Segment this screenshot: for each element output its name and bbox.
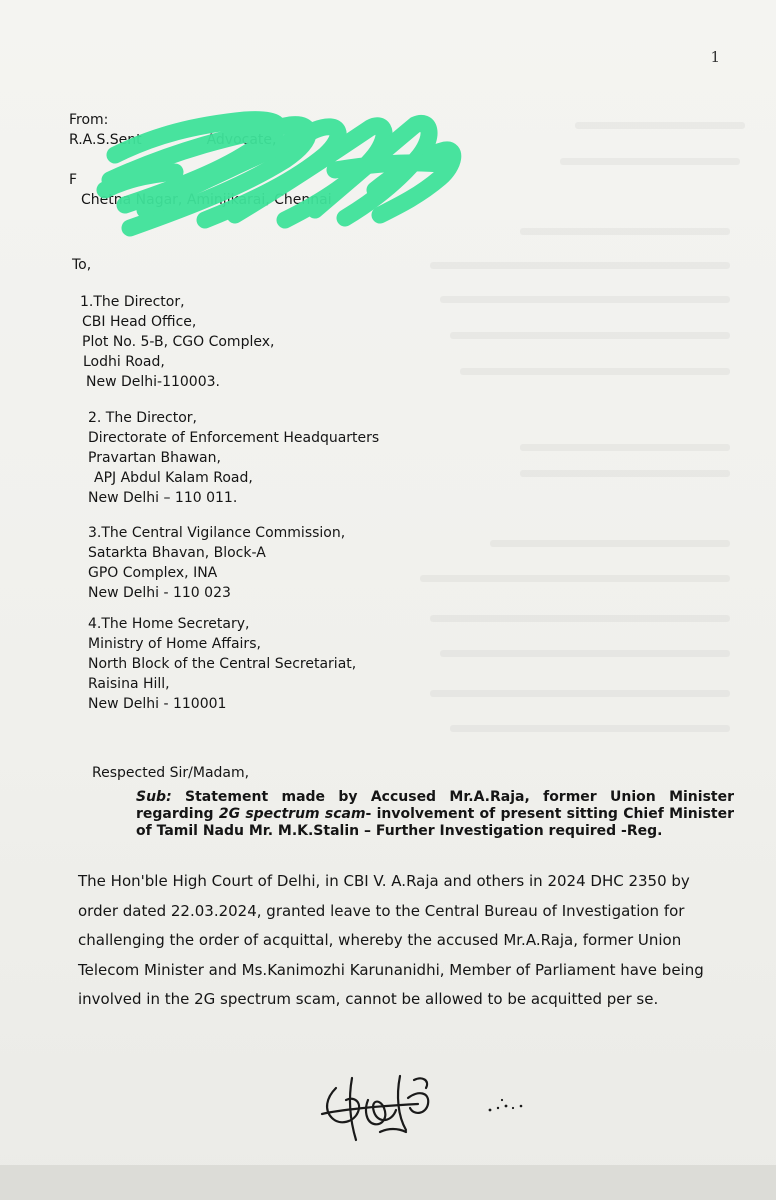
- body-line: Telecom Minister and Ms.Kanimozhi Karunanidhi, Member of Parliament have being: [78, 960, 704, 979]
- salutation: Respected Sir/Madam,: [92, 765, 250, 781]
- recipient-line: Lodhi Road,: [83, 354, 165, 370]
- recipient-2: [88, 408, 379, 508]
- recipient-3: [88, 523, 345, 603]
- recipient-line: Raisina Hill,: [88, 676, 170, 692]
- recipient-line: Ministry of Home Affairs,: [88, 636, 261, 652]
- recipient-line: CBI Head Office,: [82, 314, 197, 330]
- recipient-1: [80, 292, 274, 392]
- subject: [136, 789, 734, 840]
- body-line: challenging the order of acquittal, whereby the accused Mr.A.Raja, former Union: [78, 931, 682, 949]
- from-line-3: F: [69, 172, 78, 188]
- recipient-line: Satarkta Bhavan, Block-A: [88, 545, 266, 561]
- recipient-4: [88, 614, 356, 714]
- recipient-line: New Delhi - 110001: [88, 696, 227, 712]
- recipient-line: GPO Complex, INA: [88, 565, 218, 581]
- recipient-line: New Delhi – 110 011.: [88, 490, 238, 506]
- recipient-line: Plot No. 5-B, CGO Complex,: [82, 334, 275, 350]
- subject-label: Sub:: [136, 789, 172, 805]
- recipient-line: New Delhi - 110 023: [88, 585, 231, 601]
- subject-part-2: 2G spectrum scam: [218, 806, 366, 822]
- body-paragraph: [78, 867, 718, 1015]
- redaction-scribble: [85, 110, 465, 240]
- from-label: From:: [69, 112, 109, 128]
- recipient-line: APJ Abdul Kalam Road,: [94, 470, 253, 486]
- from-line-2: Advocate,: [206, 132, 277, 148]
- recipient-line: 4.The Home Secretary,: [88, 616, 250, 632]
- page-number: 1: [710, 48, 720, 66]
- from-line-1: R.A.S.Sent: [69, 132, 142, 148]
- signature: [318, 1070, 548, 1150]
- recipient-line: North Block of the Central Secretariat,: [88, 656, 357, 672]
- to-label: To,: [72, 257, 92, 273]
- recipient-line: Pravartan Bhawan,: [88, 450, 221, 466]
- from-line-4: Chetna Nagar, Aminjikarai, Chennai: [81, 192, 332, 208]
- recipient-line: 3.The Central Vigilance Commission,: [88, 525, 346, 541]
- page-bottom-edge: [0, 1165, 776, 1200]
- body-line: order dated 22.03.2024, granted leave to the Central Bureau of Investigation for: [78, 901, 685, 920]
- recipient-line: 2. The Director,: [88, 410, 197, 426]
- body-line: involved in the 2G spectrum scam, cannot be allowed to be acquitted per se.: [78, 990, 659, 1008]
- recipient-line: New Delhi-110003.: [86, 374, 220, 390]
- recipient-line: 1.The Director,: [80, 294, 185, 310]
- subject-part-3: - involvement of present sitting Chief Minister of Tamil Nadu Mr. M.K.Stalin – Further Investigation required -Reg.: [136, 806, 734, 839]
- body-line: The Hon'ble High Court of Delhi, in CBI V. A.Raja and others in 2024 DHC 2350 by: [78, 872, 690, 890]
- recipient-line: Directorate of Enforcement Headquarters: [88, 430, 380, 446]
- subject-part-1: Statement made by Accused Mr.A.Raja, former Union Minister regarding: [136, 789, 734, 822]
